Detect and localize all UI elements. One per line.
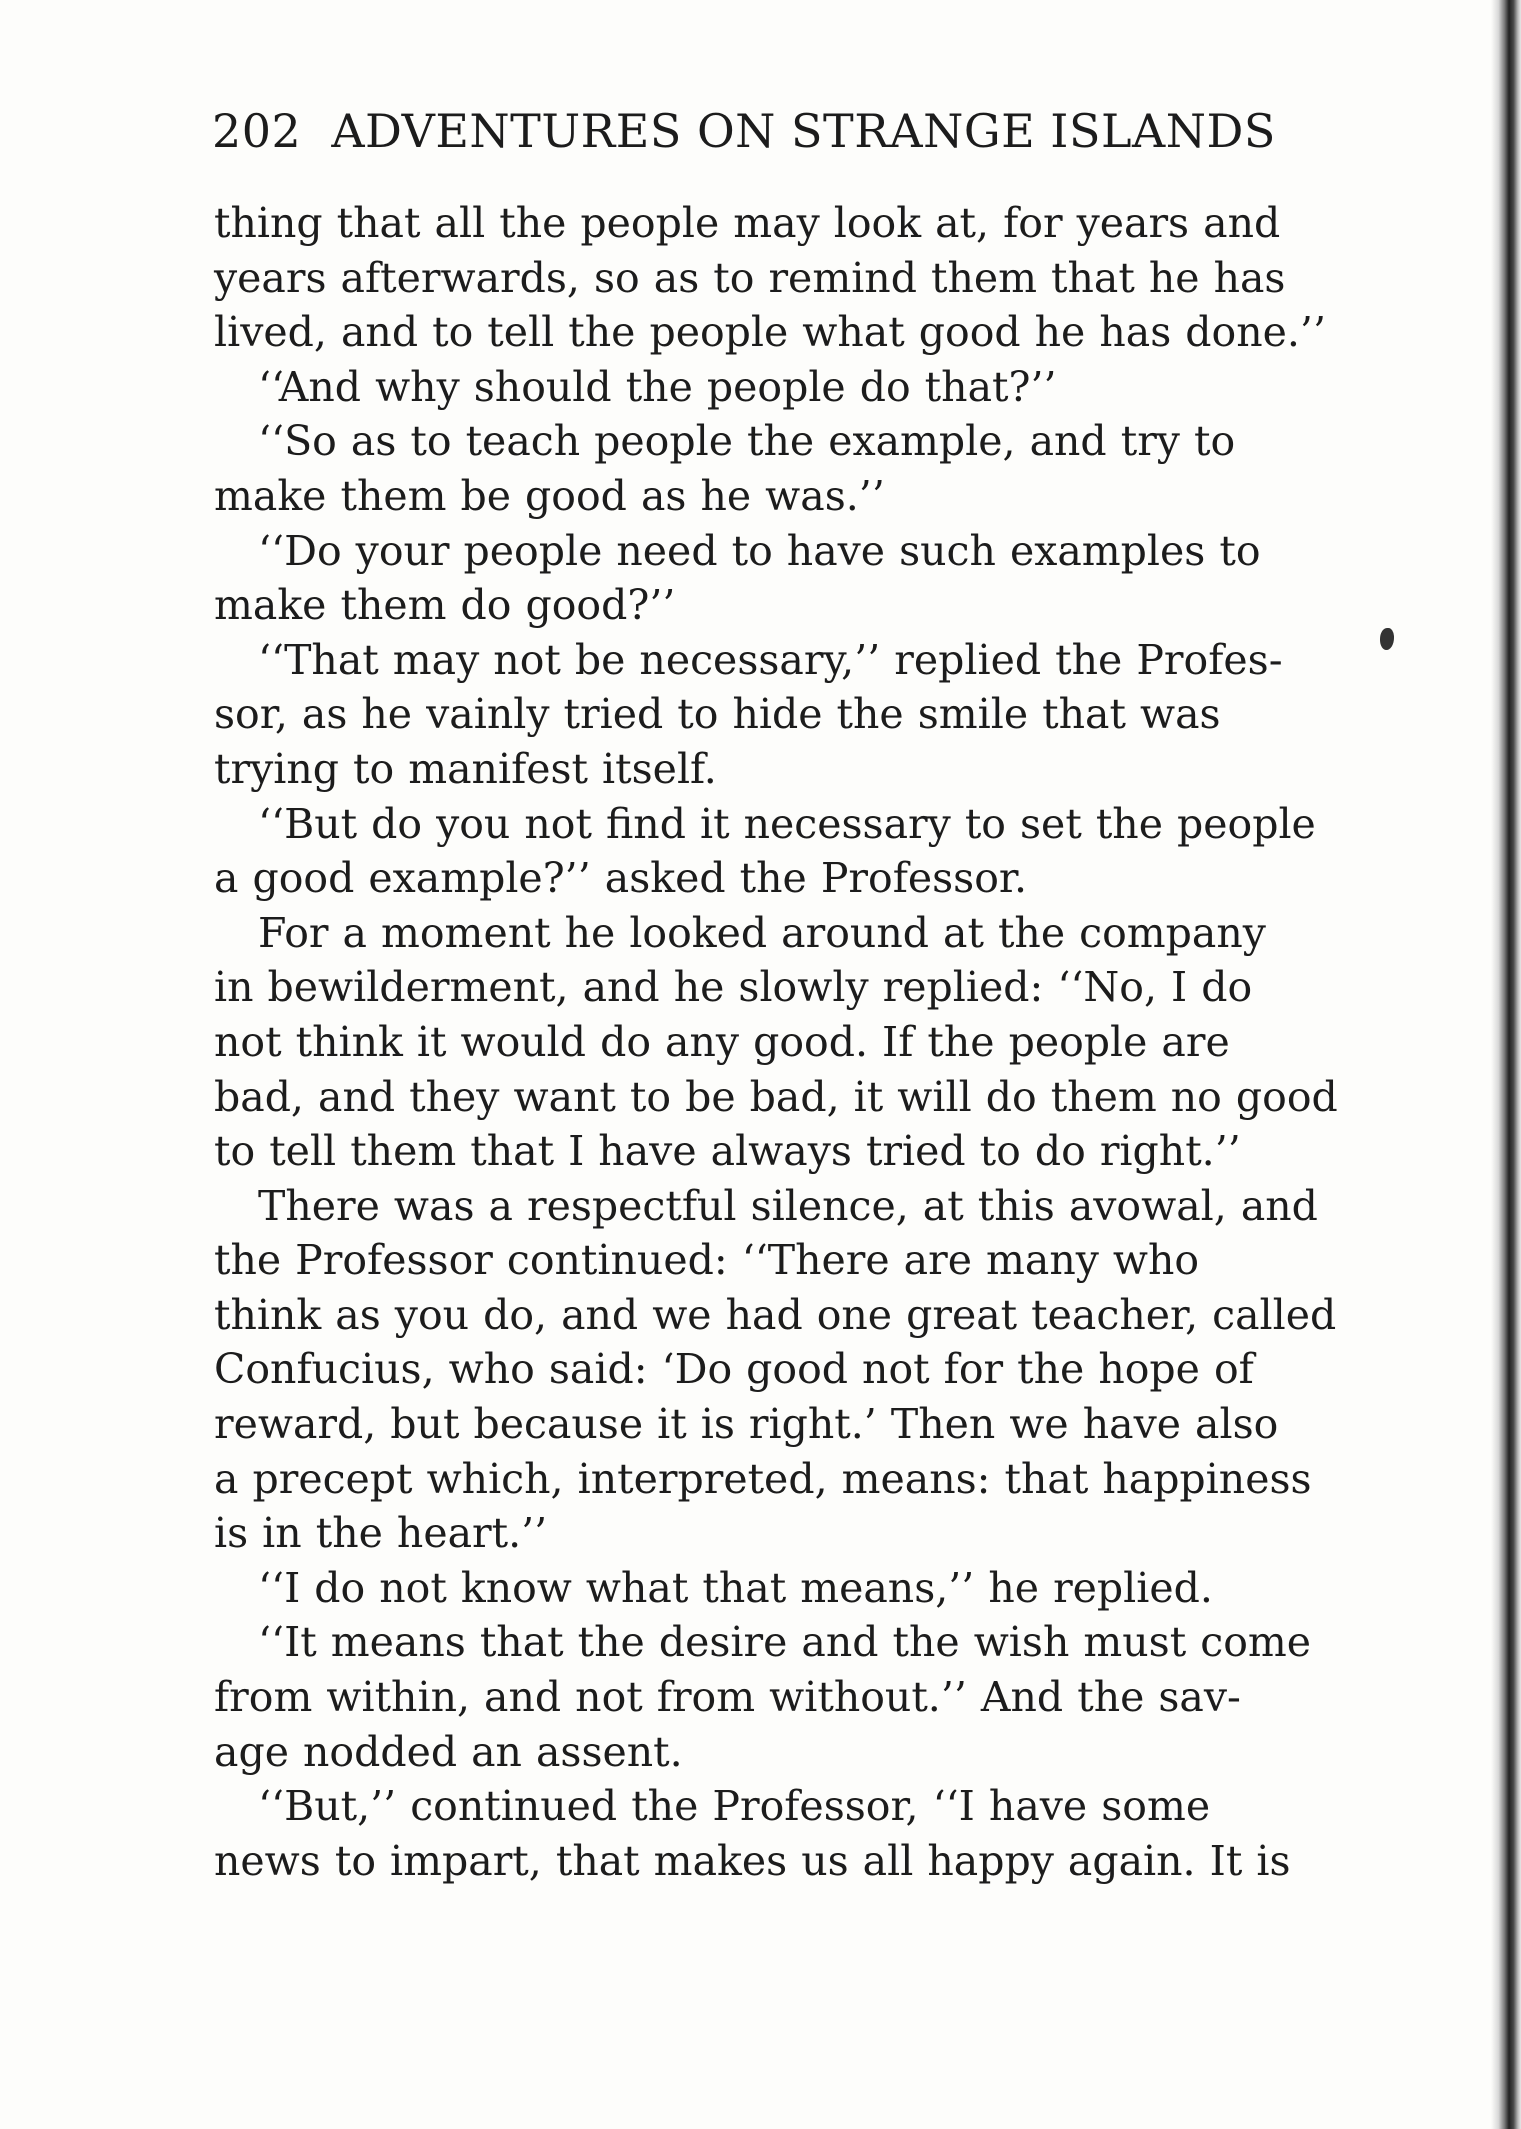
text-line: make them do good?’’: [214, 581, 676, 630]
page-number: 202: [212, 104, 302, 158]
text-line: ‘‘But,’’ continued the Professor, ‘‘I have some: [258, 1782, 1211, 1831]
text-line: ‘‘It means that the desire and the wish must come: [258, 1618, 1312, 1667]
text-line: ‘‘That may not be necessary,’’ replied the Profes-: [258, 635, 1283, 684]
text-line: think as you do, and we had one great teacher, called: [214, 1290, 1337, 1339]
running-title: ADVENTURES ON STRANGE ISLANDS: [331, 104, 1276, 158]
text-line: years afterwards, so as to remind them that he has: [214, 253, 1286, 302]
text-line: Confucius, who said: ‘Do good not for the hope of: [214, 1345, 1254, 1394]
text-line: age nodded an assent.: [214, 1727, 683, 1776]
text-line: ‘‘Do your people need to have such examples to: [258, 526, 1261, 575]
text-line: ‘‘I do not know what that means,’’ he replied.: [258, 1563, 1213, 1612]
text-line: bad, and they want to be bad, it will do them no good: [214, 1072, 1338, 1121]
text-line: For a moment he looked around at the company: [258, 908, 1266, 957]
text-line: news to impart, that makes us all happy again. It is: [214, 1836, 1291, 1885]
text-line: to tell them that I have always tried to do right.’’: [214, 1127, 1241, 1176]
text-line: in bewilderment, and he slowly replied: ‘‘No, I do: [214, 963, 1253, 1012]
text-line: the Professor continued: ‘‘There are many who: [214, 1236, 1200, 1285]
text-line: make them be good as he was.’’: [214, 471, 885, 520]
ink-smudge: [1380, 628, 1394, 650]
text-line: lived, and to tell the people what good he has done.’’: [214, 308, 1326, 357]
text-line: a good example?’’ asked the Professor.: [214, 854, 1028, 903]
text-line: not think it would do any good. If the people are: [214, 1017, 1230, 1066]
running-header: [212, 104, 1292, 158]
text-line: ‘‘But do you not find it necessary to set the people: [258, 799, 1316, 848]
text-line: thing that all the people may look at, for years and: [214, 199, 1281, 247]
page-spine-edge: [1491, 0, 1521, 2129]
text-line: ‘‘So as to teach people the example, and try to: [258, 417, 1236, 466]
text-line: ‘‘And why should the people do that?’’: [258, 362, 1057, 411]
text-line: sor, as he vainly tried to hide the smile that was: [214, 690, 1221, 739]
text-line: is in the heart.’’: [214, 1509, 548, 1558]
body-text: [214, 196, 1338, 1888]
text-line: There was a respectful silence, at this avowal, and: [258, 1181, 1318, 1230]
text-line: reward, but because it is right.’ Then we have also: [214, 1400, 1279, 1449]
text-line: trying to manifest itself.: [214, 744, 717, 793]
text-line: a precept which, interpreted, means: that happiness: [214, 1454, 1312, 1503]
text-line: from within, and not from without.’’ And the sav-: [214, 1673, 1241, 1722]
